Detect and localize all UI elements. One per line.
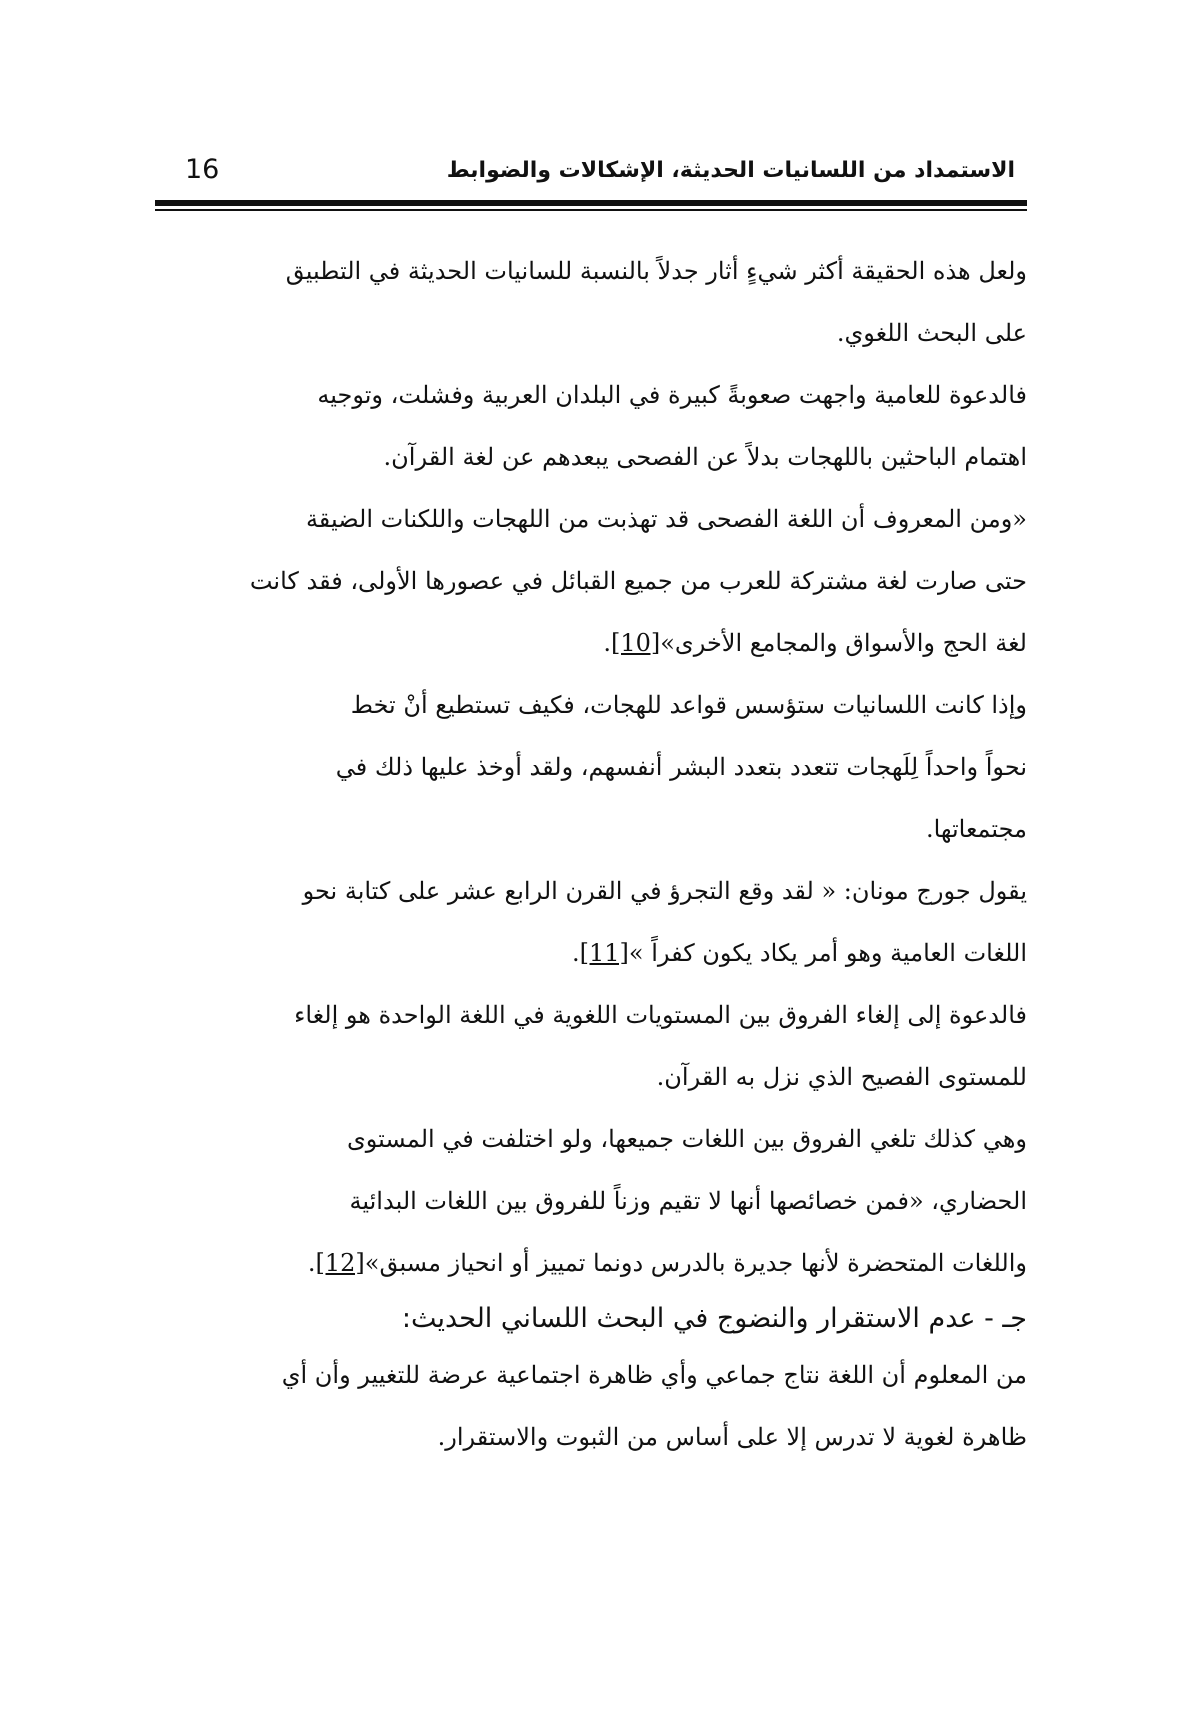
text-line [205,922,1027,984]
text-line: ولعل هذه الحقيقة أكثر شيءٍ أثار جدلاً بالنسبة للسانيات الحديثة في التطبيق [285,257,1027,285]
footnote-link[interactable]: [11] [579,939,629,967]
text-line: على البحث اللغوي. [836,319,1027,347]
text-line: حتى صارت لغة مشتركة للعرب من جميع القبائل في عصورها الأولى، فقد كانت [249,567,1027,595]
header-rule-thin [155,209,1027,211]
text-line: مجتمعاتها. [925,815,1027,843]
text-line: من المعلوم أن اللغة نتاج جماعي وأي ظاهرة اجتماعية عرضة للتغيير وأن أي [281,1361,1027,1389]
text-line: وإذا كانت اللسانيات ستؤسس قواعد للهجات، فكيف تستطيع أنْ تخط [350,691,1027,719]
footnote-link[interactable]: [10] [610,629,661,657]
body-text [205,240,1027,1468]
text-line: ظاهرة لغوية لا تدرس إلا على أساس من الثبوت والاستقرار. [437,1423,1027,1451]
text-line: فالدعوة إلى إلغاء الفروق بين المستويات اللغوية في اللغة الواحدة هو إلغاء [294,1001,1027,1029]
paragraph [205,1108,1027,1294]
text-line: نحواً واحداً لِلَهجات تتعدد بتعدد البشر أنفسهم، ولقد أوخذ عليها ذلك في [335,753,1027,781]
text-line: يقول جورج مونان: « لقد وقع التجرؤ في القرن الرابع عشر على كتابة نحو [302,877,1027,905]
line-tail: . [603,629,611,657]
text-line: وهي كذلك تلغي الفروق بين اللغات جميعها، ولو اختلفت في المستوى [346,1125,1027,1153]
text-line: اهتمام الباحثين باللهجات بدلاً عن الفصحى يبعدهم عن لغة القرآن. [383,443,1027,471]
quoted-text: اللغات العامية وهو أمر يكاد يكون كفراً » [628,939,1027,967]
paragraph [205,674,1027,860]
page-number: 16 [185,154,220,185]
text-line [205,1232,1027,1294]
quoted-text: واللغات المتحضرة لأنها جديرة بالدرس دونما تمييز أو انحياز مسبق» [364,1249,1027,1277]
text-line: فالدعوة للعامية واجهت صعوبةً كبيرة في البلدان العربية وفشلت، وتوجيه [317,381,1027,409]
paragraph [205,364,1027,488]
text-line: «ومن المعروف أن اللغة الفصحى قد تهذبت من اللهجات واللكنات الضيقة [305,505,1027,533]
paragraph [205,860,1027,984]
line-tail: . [571,939,580,967]
paragraph [205,1344,1027,1468]
line-tail: . [307,1249,316,1277]
running-title: الاستمداد من اللسانيات الحديثة، الإشكالات والضوابط [446,158,1015,183]
text-line: الحضاري، «فمن خصائصها أنها لا تقيم وزناً للفروق بين اللغات البدائية [349,1187,1027,1215]
footnote-link[interactable]: [12] [315,1249,365,1277]
quoted-text: لغة الحج والأسواق والمجامع الأخرى» [660,629,1027,657]
section-heading: جـ - عدم الاستقرار والنضوج في البحث اللساني الحديث: [401,1303,1027,1334]
text-line [205,612,1027,674]
paragraph [205,984,1027,1108]
text-line: للمستوى الفصيح الذي نزل به القرآن. [656,1063,1027,1091]
paragraph [205,240,1027,364]
page-header [155,150,1027,200]
paragraph [205,488,1027,674]
header-rule-thick [155,200,1027,206]
